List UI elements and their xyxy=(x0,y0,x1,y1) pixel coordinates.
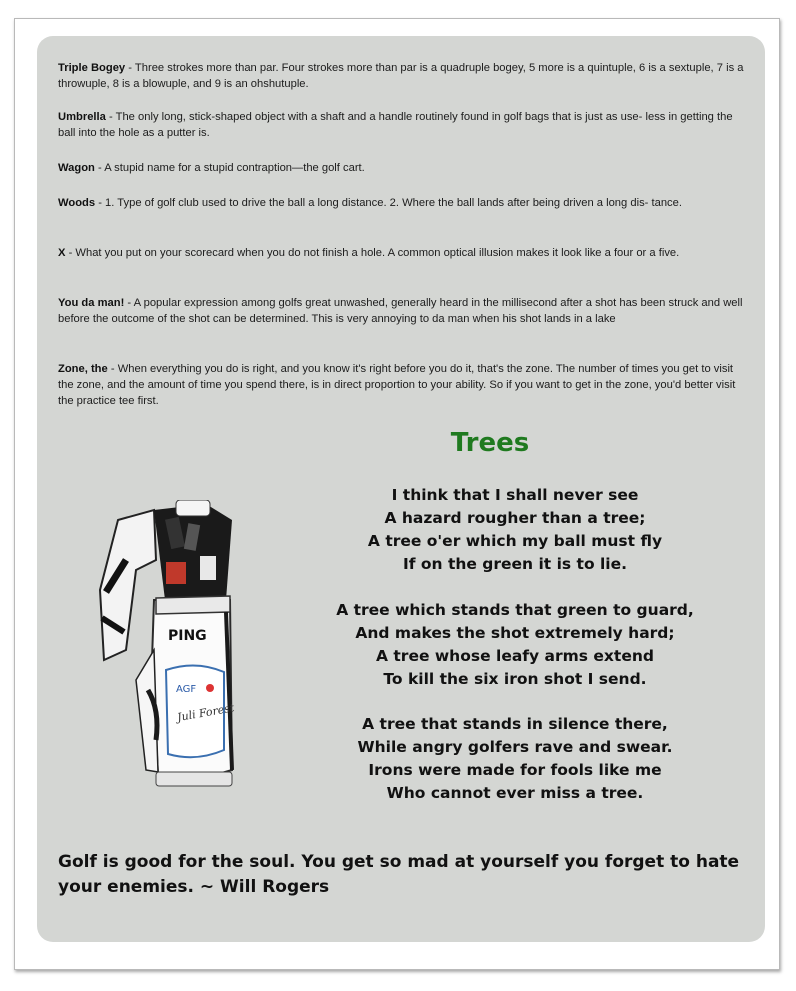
poem-line: A tree which stands that green to guard, xyxy=(336,601,694,619)
poem-line: If on the green it is to lie. xyxy=(402,555,628,573)
glossary-definition: The only long, stick-shaped object with a shaft and a handle routinely found in golf bags that is just as use- less in getting the ball into the hole as a putter is. xyxy=(58,111,733,139)
glossary-definition: 1. Type of golf club used to drive the ball a long distance. 2. Where the ball lands after being driven a long dis- tance. xyxy=(105,197,682,209)
poem-stanza-2 xyxy=(285,599,745,691)
poem-line: To kill the six iron shot I send. xyxy=(383,670,647,688)
golf-bag-illustration xyxy=(96,500,241,800)
glossary-entry-umbrella xyxy=(58,109,748,141)
glossary-term: Wagon xyxy=(58,162,95,174)
glossary-term: X xyxy=(58,247,66,259)
glossary-entry-zone xyxy=(58,361,748,409)
glossary-entry-you-da-man xyxy=(58,295,748,327)
poem-line: A tree whose leafy arms extend xyxy=(376,647,654,665)
glossary-separator: - xyxy=(125,62,135,74)
poem-line: And makes the shot extremely hard; xyxy=(355,624,675,642)
glossary-entry-x xyxy=(58,245,748,261)
poem-stanza-3 xyxy=(285,713,745,805)
glossary-term: Woods xyxy=(58,197,96,209)
glossary-entry-triple-bogey xyxy=(58,60,748,92)
poem-line: I think that I shall never see xyxy=(391,486,639,504)
poem-line: Who cannot ever miss a tree. xyxy=(386,784,644,802)
glossary-entry-wagon xyxy=(58,160,748,176)
glossary-separator: - xyxy=(95,197,106,209)
glossary-separator: - xyxy=(107,363,118,375)
poem-stanza-1 xyxy=(285,484,745,576)
glossary-term: You da man! xyxy=(58,297,125,309)
glossary-definition: What you put on your scorecard when you do not finish a hole. A common optical illusion makes it look like a four or a five. xyxy=(75,247,680,259)
glossary-separator: - xyxy=(105,111,116,123)
glossary-definition: Three strokes more than par. Four strokes more than par is a quadruple bogey, 5 more is a quintuple, 6 is a sextuple, 7 is a throwuple, 8 is a blowuple, and 9 is an ohshutuple. xyxy=(58,62,744,90)
glossary-entry-woods xyxy=(58,195,748,211)
glossary-separator: - xyxy=(124,297,134,309)
bag-brand-text: PING xyxy=(168,628,207,644)
poem-line: A hazard rougher than a tree; xyxy=(384,509,646,527)
poem-line: Irons were made for fools like me xyxy=(368,761,662,779)
poem-line: A tree that stands in silence there, xyxy=(362,715,668,733)
glossary-definition: A popular expression among golfs great unwashed, generally heard in the millisecond after a shot has been struck and well before the outcome of the shot can be determined. This is very annoying to da man when his shot lands in a lake xyxy=(58,297,743,325)
glossary-term: Zone, the xyxy=(58,363,108,375)
closing-quote: Golf is good for the soul. You get so mad at yourself you forget to hate your enemies. ~ Will Rogers xyxy=(58,852,740,897)
glossary-separator: - xyxy=(65,247,76,259)
bag-signature: Juli Forest xyxy=(176,701,236,725)
poem-line: While angry golfers rave and swear. xyxy=(357,738,673,756)
glossary-definition: When everything you do is right, and you know it's right before you do it, that's the zone. The number of times you get to visit the zone, and the amount of time you spend there, is in direct proportion to your ability. So if you want to get in the zone, you'd better visit the practice tee first. xyxy=(58,363,736,407)
glossary-definition: A stupid name for a stupid contraption—the golf cart. xyxy=(104,162,365,174)
glossary-separator: - xyxy=(94,162,105,174)
glossary-term: Umbrella xyxy=(58,111,106,123)
poem-line: A tree o'er which my ball must fly xyxy=(367,532,663,550)
glossary-term: Triple Bogey xyxy=(58,62,126,74)
bag-sponsor-text: AGF xyxy=(176,684,197,695)
poem-title: Trees xyxy=(450,428,530,458)
